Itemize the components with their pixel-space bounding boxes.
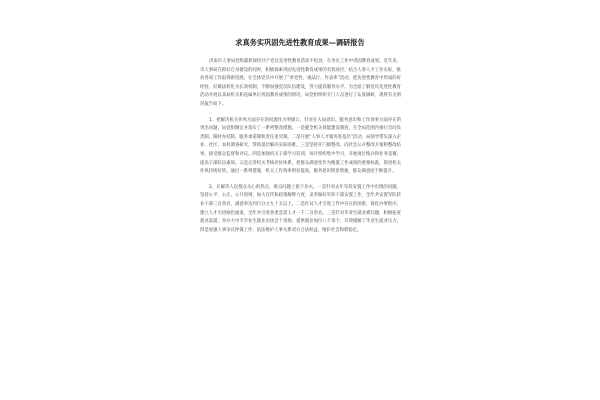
paragraph-intro: 济南市人事局党组紧抓保持共产党员先进性教育活动不松劲，在务实工作中巩固教育成果。近年来，市人事局在抓好自身建设的同时，积极探索巩固先进性教育成果的有效途径，结合人事人才工作实际，推动各项工作取得新进展。在全体党员中开展了“讲党性、重品行、作表率”活动，把先进性教育中形成的好经验、好做法转化为长效机制，不断加强党员队伍建设，努力提高服务水平。为全面了解党员先进性教育活动开展以来局机关和直属单位巩固教育成果的情况，局党组组织专门人员进行了认真调研，现将有关情况报告如下。: [200, 59, 402, 107]
document-title: 求真务实巩固先进性教育成果—调研报告: [235, 38, 365, 47]
paragraph-section-1: 1、把解决机关作风方面存在的问题作为突破口，针对在大局意识、服务意识和工作效率方面存在的突出问题，局党组制定并落实了一系列整改措施。一是健全机关效能建设制度，在全局范围内推行首问负责制、限时办结制、服务承诺制和责任追究制。二是开展“人事人才服务进基层”活动，局领导带头深入企业、社区、农村调查研究，帮助基层解决实际困难。三是坚持开门搞整改，向社会公开整改方案和整改结果，接受群众监督和评议。四是加强机关干部学习培训，每月组织集中学习，开展岗位练兵和业务竞赛，提高干部队伍素质。五是完善机关考核评价体系，把群众满意度作为衡量工作成效的重要标准，促进机关作风持续好转。通过一系列措施，机关工作效率明显提高，服务意识明显增强，群众满意度不断提升。: [200, 117, 401, 175]
paragraph-section-2: 2、在解决人民群众关心的热点、难点问题上狠下功夫。一是针对去年军转安置工作中出现的问题，坚持公平、公正、公开原则，加大宣传和政策解释力度，妥善做好军转干部安置工作，全年共安置军队转业干部三百余名，满意率达到百分之九十五以上。二是针对人才引进工作中存在的困难，简化办事程序，建立人才引进绿色通道，全年共引进各类急需人才一千二百余名。三是针对毕业生就业难问题，积极拓宽就业渠道，举办大中专毕业生就业洽谈会十余场，提供就业岗位八千余个，有效缓解了毕业生就业压力。四是加强人事争议仲裁工作，依法维护人事关系双方合法权益，维护社会和谐稳定。: [200, 184, 401, 233]
document-body: [200, 58, 401, 241]
